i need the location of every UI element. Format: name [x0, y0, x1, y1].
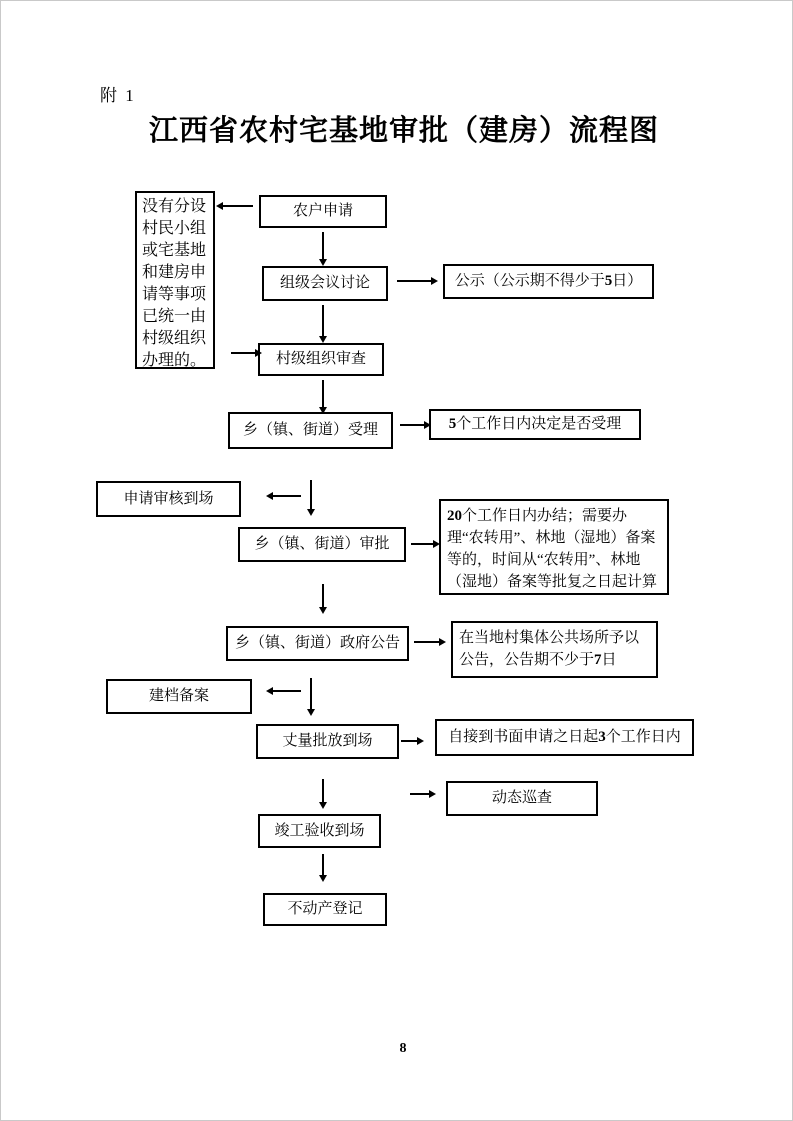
note-text: 公示（公示期不得少于 [454, 273, 605, 290]
node-dynamic-inspection [446, 781, 598, 816]
note-number: 3 [598, 729, 606, 746]
node-group-meeting [262, 266, 388, 301]
arrow-right-icon [410, 793, 429, 795]
note-text: 日 [601, 652, 617, 668]
arrow-down-icon [322, 779, 324, 802]
note-text: 在当地村集体公共场所予以公告，公告期不少于 [459, 630, 640, 668]
note-acceptance [429, 409, 641, 440]
note-text [447, 505, 661, 593]
node-label: 乡（镇、街道）审批 [254, 536, 390, 553]
arrow-down-icon [322, 854, 324, 875]
node-township-approval [238, 527, 406, 562]
arrow-right-icon [401, 740, 417, 742]
node-label: 建档备案 [148, 688, 209, 705]
note-text [459, 627, 650, 671]
note-number: 20 [447, 508, 462, 524]
arrow-down-icon [310, 678, 312, 709]
arrow-down-icon [322, 232, 324, 259]
page-number: 8 [399, 1041, 407, 1056]
arrow-right-icon [397, 280, 431, 282]
note-text: 个工作日内决定是否受理 [456, 416, 622, 433]
arrow-down-icon [322, 305, 324, 336]
arrow-left-icon [273, 495, 301, 497]
node-completion-onsite [258, 814, 381, 848]
node-label: 丈量批放到场 [282, 733, 373, 750]
node-label: 农户申请 [292, 203, 353, 220]
node-label: 没有分设村民小组或宅基地和建房申请等事项已统一由村级组织办理的。 [142, 198, 207, 369]
node-farmer-application [259, 195, 387, 228]
node-township-acceptance [228, 412, 393, 449]
arrow-down-icon [322, 380, 324, 407]
note-text: 自接到书面申请之日起 [448, 729, 599, 746]
arrow-right-icon [400, 424, 424, 426]
arrow-down-icon [310, 480, 312, 509]
node-application-onsite-review [96, 481, 241, 517]
node-survey-onsite [256, 724, 399, 759]
arrow-right-icon [414, 641, 439, 643]
arrow-left-icon [223, 205, 253, 207]
node-label: 申请审核到场 [123, 490, 214, 507]
node-label: 竣工验收到场 [274, 822, 365, 839]
note-number: 5 [448, 416, 457, 433]
node-label: 村级组织审查 [275, 351, 366, 368]
arrow-right-icon [411, 543, 433, 545]
node-label: 不动产登记 [287, 901, 363, 918]
page-title: 江西省农村宅基地审批（建房）流程图 [149, 115, 660, 147]
node-label: 乡（镇、街道）受理 [242, 422, 378, 439]
node-label: 组级会议讨论 [279, 275, 370, 292]
note-text: 日） [612, 273, 643, 290]
note-text: 个工作日内 [605, 729, 681, 746]
node-village-review [258, 343, 384, 376]
note-number: 7 [594, 652, 602, 668]
attachment-label: 附 1 [100, 86, 136, 105]
note-text: 个工作日内办结；需要办理“农转用”、林地（湿地）备案等的，时间从“农转用”、林地（湿地）备案等批复之日起计算 [447, 508, 658, 590]
note-announcement [451, 621, 658, 678]
node-label: 动态巡查 [491, 790, 552, 807]
note-survey [435, 719, 694, 756]
note-number: 5 [604, 273, 613, 290]
node-township-announcement [226, 626, 409, 661]
arrow-right-icon [231, 352, 255, 354]
arrow-down-icon [322, 584, 324, 607]
node-side-note [135, 191, 215, 369]
node-archive-filing [106, 679, 252, 714]
node-real-estate-registration [263, 893, 387, 926]
note-publicity [443, 264, 654, 299]
node-label: 乡（镇、街道）政府公告 [234, 635, 400, 652]
arrow-left-icon [273, 690, 301, 692]
note-approval [439, 499, 669, 595]
